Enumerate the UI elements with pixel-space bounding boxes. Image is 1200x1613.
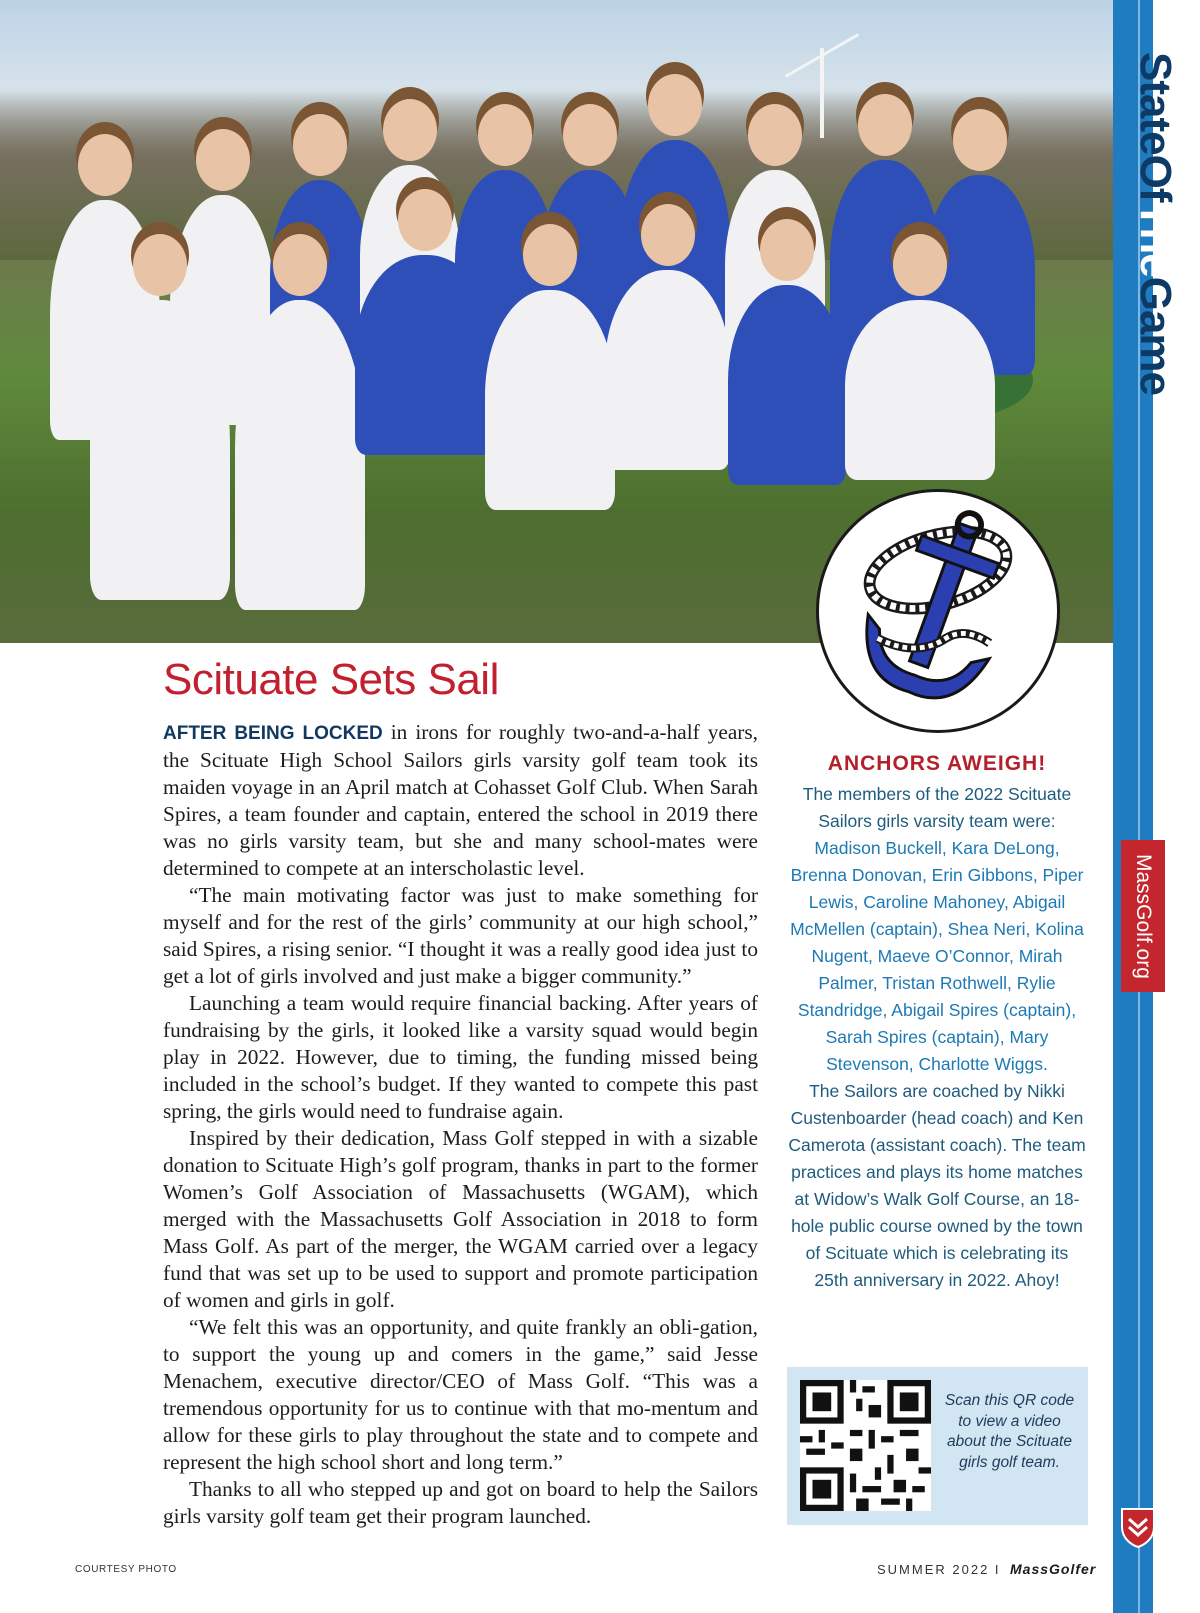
article-paragraph: “The main motivating factor was just to make something for myself and for the rest of the girls’ community at our high school,” said Spires, a rising senior. “I thought it was a really good idea just to get a lot of girls involved and just make a bigger community.” (163, 883, 758, 988)
article-paragraph: Launching a team would require financial backing. After years of fundraising by the girls, it looked like a varsity squad would begin play in 2022. However, due to timing, the funding missed being included in the school’s budget. If they wanted to compete this past spring, the girls would need to fundraise again. (163, 991, 758, 1123)
article-paragraph (163, 719, 758, 882)
article-paragraph: “We felt this was an opportunity, and quite frankly an obli-gation, to support the young up and comers in the game,” said Jesse Menachem, executive director/CEO of Mass Golf. “This was a tremendous opportunity for us to continue with that mo-mentum and allow for these girls to play throughout the state and to compete and represent the high school short and long term.” (163, 1315, 758, 1474)
photo-windmill (820, 48, 824, 138)
section-title (1120, 52, 1180, 472)
article-paragraph: Thanks to all who stepped up and got on board to help the Sailors girls varsity golf team get their program launched. (163, 1477, 758, 1528)
section-title-part: Game (1131, 276, 1180, 396)
photo-player (485, 290, 615, 510)
sidebar-outro: The Sailors are coached by Nikki Custenboarder (head coach) and Ken Camerota (assistant coach). The team practices and plays its home matches at Widow’s Walk Golf Course, an 18-hole public course owned by the town of Scituate which is celebrating its 25th anniversary in 2022. Ahoy! (788, 1081, 1086, 1290)
headline: Scituate Sets Sail (163, 655, 499, 704)
shield-icon (1118, 1505, 1158, 1549)
sidebar-title: ANCHORS AWEIGH! (827, 752, 1047, 775)
issue-label: SUMMER 2022 I (877, 1562, 1001, 1577)
photo-player (845, 300, 995, 480)
sidebar-intro: The members of the 2022 Scituate Sailors girls varsity team were: (802, 784, 1072, 831)
roster-names: Madison Buckell, Kara DeLong, Brenna Donovan, Erin Gibbons, Piper Lewis, Caroline Mahoney, Abigail McMellen (captain), Shea Neri, Kolina Nugent, Maeve O’Connor, Mirah Palmer, Tristan Rothwell, Rylie Standridge, Abigail Spires (captain), Sarah Spires (captain), Mary Stevenson, Charlotte Wiggs. (790, 838, 1084, 1074)
photo-player (728, 285, 846, 485)
qr-caption: Scan this QR code to view a video about the Scituate girls golf team. (944, 1392, 1075, 1471)
anchor-logo (816, 489, 1060, 733)
site-link[interactable]: MassGolf.org (1121, 840, 1165, 992)
article-body (163, 719, 758, 1530)
photo-player (605, 270, 730, 470)
section-title-part: StateOf (1131, 52, 1180, 202)
photo-credit: COURTESY PHOTO (75, 1564, 177, 1575)
article-paragraph: Inspired by their dedication, Mass Golf stepped in with a sizable donation to Scituate High’s golf program, thanks in part to the former Women’s Golf Association of Massachusetts (WGAM), which merged with the Massachusetts Golf Association in 2018 to form Mass Golf. As part of the merger, the WGAM carried over a legacy fund that was set up to be used to support and promote participation of women and girls in golf. (163, 1126, 758, 1312)
article-lead: AFTER BEING LOCKED (163, 723, 383, 744)
section-title-part: The (1131, 201, 1180, 277)
article-text: in irons for roughly two-and-a-half years, the Scituate High School Sailors girls varsity golf team took its maiden voyage in an April match at Cohasset Golf Club. When Sarah Spires, a team founder and captain, entered the school in 2019 there was no girls varsity team, but she and many school-mates were determined to compete at an interscholastic level. (163, 720, 758, 880)
photo-player (355, 255, 495, 455)
anchor-logo-icon (819, 492, 1057, 730)
photo-player (90, 300, 230, 600)
team-roster-sidebar (787, 750, 1087, 1294)
qr-code-icon[interactable] (800, 1380, 931, 1511)
photo-player (235, 300, 365, 610)
page-number: 5 (1145, 1560, 1154, 1577)
qr-box (787, 1367, 1088, 1525)
magazine-brand: MassGolfer (1010, 1561, 1097, 1577)
